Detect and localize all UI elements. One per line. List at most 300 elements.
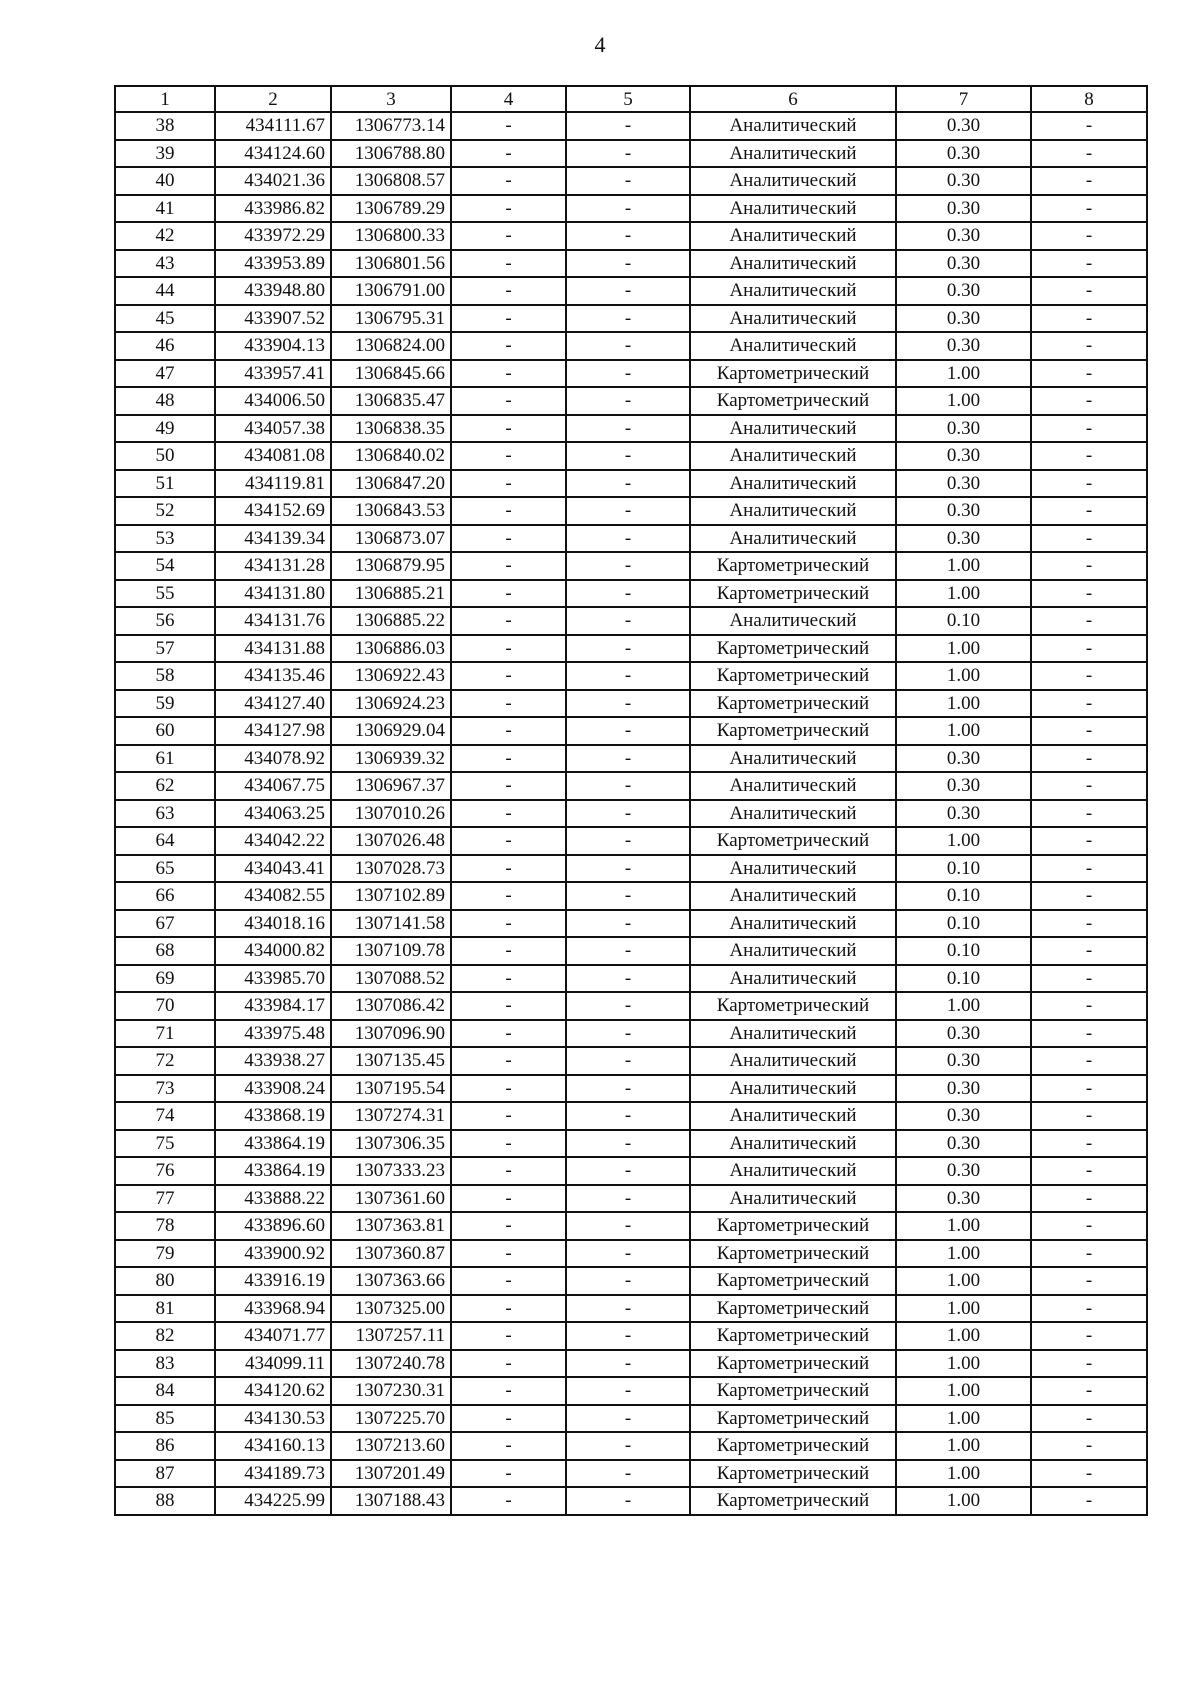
x-coordinate-cell: 434000.82 [215, 937, 331, 965]
table-row [115, 1267, 1147, 1295]
table-row [115, 772, 1147, 800]
method-cell: Аналитический [690, 965, 896, 993]
x-coordinate-cell: 433985.70 [215, 965, 331, 993]
y-coordinate-cell: 1307188.43 [331, 1487, 451, 1515]
col-5-value-cell: - [566, 1185, 690, 1213]
x-coordinate-cell: 434130.53 [215, 1405, 331, 1433]
col-4-value-cell: - [451, 1240, 566, 1268]
col-8-value-cell: - [1031, 855, 1147, 883]
col-8-value-cell: - [1031, 800, 1147, 828]
col-4-value-cell: - [451, 525, 566, 553]
point-number-cell: 70 [115, 992, 215, 1020]
method-cell: Аналитический [690, 1102, 896, 1130]
table-header [115, 86, 1147, 112]
y-coordinate-cell: 1307333.23 [331, 1157, 451, 1185]
col-8-value-cell: - [1031, 222, 1147, 250]
table-row [115, 250, 1147, 278]
col-4-value-cell: - [451, 717, 566, 745]
y-coordinate-cell: 1307088.52 [331, 965, 451, 993]
col-4-value-cell: - [451, 1405, 566, 1433]
x-coordinate-cell: 433957.41 [215, 360, 331, 388]
x-coordinate-cell: 434042.22 [215, 827, 331, 855]
accuracy-cell: 0.30 [896, 525, 1031, 553]
col-8-value-cell: - [1031, 745, 1147, 773]
table-row [115, 277, 1147, 305]
point-number-cell: 50 [115, 442, 215, 470]
accuracy-cell: 1.00 [896, 992, 1031, 1020]
y-coordinate-cell: 1306791.00 [331, 277, 451, 305]
y-coordinate-cell: 1306843.53 [331, 497, 451, 525]
method-cell: Аналитический [690, 112, 896, 140]
x-coordinate-cell: 434111.67 [215, 112, 331, 140]
col-4-value-cell: - [451, 1102, 566, 1130]
point-number-cell: 54 [115, 552, 215, 580]
table-row [115, 1432, 1147, 1460]
col-8-value-cell: - [1031, 250, 1147, 278]
col-8-value-cell: - [1031, 992, 1147, 1020]
table-row [115, 1295, 1147, 1323]
accuracy-cell: 0.30 [896, 745, 1031, 773]
method-cell: Картометрический [690, 1322, 896, 1350]
table-row [115, 470, 1147, 498]
y-coordinate-cell: 1307363.66 [331, 1267, 451, 1295]
method-cell: Картометрический [690, 387, 896, 415]
y-coordinate-cell: 1307361.60 [331, 1185, 451, 1213]
col-4-value-cell: - [451, 1075, 566, 1103]
method-cell: Аналитический [690, 415, 896, 443]
col-8-value-cell: - [1031, 195, 1147, 223]
y-coordinate-cell: 1306873.07 [331, 525, 451, 553]
x-coordinate-cell: 434131.28 [215, 552, 331, 580]
point-number-cell: 42 [115, 222, 215, 250]
col-5-value-cell: - [566, 1020, 690, 1048]
point-number-cell: 81 [115, 1295, 215, 1323]
accuracy-cell: 1.00 [896, 1487, 1031, 1515]
col-4-value-cell: - [451, 937, 566, 965]
point-number-cell: 59 [115, 690, 215, 718]
col-4-value-cell: - [451, 1487, 566, 1515]
column-header-7: 7 [896, 86, 1031, 112]
col-4-value-cell: - [451, 992, 566, 1020]
y-coordinate-cell: 1306835.47 [331, 387, 451, 415]
x-coordinate-cell: 434131.88 [215, 635, 331, 663]
point-number-cell: 45 [115, 305, 215, 333]
y-coordinate-cell: 1307135.45 [331, 1047, 451, 1075]
accuracy-cell: 1.00 [896, 1377, 1031, 1405]
x-coordinate-cell: 434139.34 [215, 525, 331, 553]
col-5-value-cell: - [566, 1295, 690, 1323]
col-4-value-cell: - [451, 305, 566, 333]
column-header-4: 4 [451, 86, 566, 112]
point-number-cell: 73 [115, 1075, 215, 1103]
point-number-cell: 86 [115, 1432, 215, 1460]
method-cell: Аналитический [690, 222, 896, 250]
table-row [115, 112, 1147, 140]
table-row [115, 1240, 1147, 1268]
point-number-cell: 85 [115, 1405, 215, 1433]
x-coordinate-cell: 434189.73 [215, 1460, 331, 1488]
point-number-cell: 63 [115, 800, 215, 828]
column-header-8: 8 [1031, 86, 1147, 112]
method-cell: Аналитический [690, 937, 896, 965]
accuracy-cell: 0.30 [896, 112, 1031, 140]
accuracy-cell: 1.00 [896, 1460, 1031, 1488]
page-number: 4 [594, 32, 606, 57]
method-cell: Аналитический [690, 1157, 896, 1185]
table-row [115, 1377, 1147, 1405]
column-header-3: 3 [331, 86, 451, 112]
x-coordinate-cell: 434082.55 [215, 882, 331, 910]
table-row [115, 332, 1147, 360]
col-8-value-cell: - [1031, 1432, 1147, 1460]
y-coordinate-cell: 1307201.49 [331, 1460, 451, 1488]
col-8-value-cell: - [1031, 635, 1147, 663]
x-coordinate-cell: 434043.41 [215, 855, 331, 883]
y-coordinate-cell: 1307026.48 [331, 827, 451, 855]
col-5-value-cell: - [566, 387, 690, 415]
point-number-cell: 88 [115, 1487, 215, 1515]
table-row [115, 1405, 1147, 1433]
col-8-value-cell: - [1031, 1405, 1147, 1433]
point-number-cell: 47 [115, 360, 215, 388]
table-row [115, 690, 1147, 718]
col-8-value-cell: - [1031, 277, 1147, 305]
col-8-value-cell: - [1031, 1020, 1147, 1048]
col-5-value-cell: - [566, 1102, 690, 1130]
accuracy-cell: 0.30 [896, 1102, 1031, 1130]
col-4-value-cell: - [451, 167, 566, 195]
accuracy-cell: 0.30 [896, 332, 1031, 360]
col-5-value-cell: - [566, 772, 690, 800]
x-coordinate-cell: 434078.92 [215, 745, 331, 773]
point-number-cell: 51 [115, 470, 215, 498]
table-row [115, 910, 1147, 938]
accuracy-cell: 1.00 [896, 387, 1031, 415]
table-row [115, 855, 1147, 883]
x-coordinate-cell: 433948.80 [215, 277, 331, 305]
point-number-cell: 78 [115, 1212, 215, 1240]
col-4-value-cell: - [451, 827, 566, 855]
table-row [115, 965, 1147, 993]
col-5-value-cell: - [566, 882, 690, 910]
col-5-value-cell: - [566, 827, 690, 855]
column-header-6: 6 [690, 86, 896, 112]
x-coordinate-cell: 433953.89 [215, 250, 331, 278]
y-coordinate-cell: 1307086.42 [331, 992, 451, 1020]
x-coordinate-cell: 433938.27 [215, 1047, 331, 1075]
y-coordinate-cell: 1307257.11 [331, 1322, 451, 1350]
col-8-value-cell: - [1031, 415, 1147, 443]
table-row [115, 1047, 1147, 1075]
col-5-value-cell: - [566, 937, 690, 965]
accuracy-cell: 1.00 [896, 1240, 1031, 1268]
y-coordinate-cell: 1306795.31 [331, 305, 451, 333]
col-5-value-cell: - [566, 1130, 690, 1158]
accuracy-cell: 0.10 [896, 882, 1031, 910]
point-number-cell: 76 [115, 1157, 215, 1185]
x-coordinate-cell: 433907.52 [215, 305, 331, 333]
col-4-value-cell: - [451, 1267, 566, 1295]
col-4-value-cell: - [451, 1212, 566, 1240]
method-cell: Аналитический [690, 1185, 896, 1213]
y-coordinate-cell: 1307102.89 [331, 882, 451, 910]
point-number-cell: 53 [115, 525, 215, 553]
col-4-value-cell: - [451, 277, 566, 305]
x-coordinate-cell: 433972.29 [215, 222, 331, 250]
table-row [115, 360, 1147, 388]
x-coordinate-cell: 434099.11 [215, 1350, 331, 1378]
col-5-value-cell: - [566, 1075, 690, 1103]
col-4-value-cell: - [451, 1130, 566, 1158]
point-number-cell: 43 [115, 250, 215, 278]
method-cell: Аналитический [690, 250, 896, 278]
point-number-cell: 84 [115, 1377, 215, 1405]
accuracy-cell: 0.30 [896, 140, 1031, 168]
col-8-value-cell: - [1031, 442, 1147, 470]
y-coordinate-cell: 1306824.00 [331, 332, 451, 360]
accuracy-cell: 0.10 [896, 910, 1031, 938]
accuracy-cell: 0.30 [896, 305, 1031, 333]
y-coordinate-cell: 1307195.54 [331, 1075, 451, 1103]
y-coordinate-cell: 1307225.70 [331, 1405, 451, 1433]
method-cell: Картометрический [690, 552, 896, 580]
table-row [115, 1020, 1147, 1048]
col-4-value-cell: - [451, 552, 566, 580]
col-5-value-cell: - [566, 552, 690, 580]
x-coordinate-cell: 434018.16 [215, 910, 331, 938]
table-row [115, 882, 1147, 910]
x-coordinate-cell: 433868.19 [215, 1102, 331, 1130]
col-5-value-cell: - [566, 800, 690, 828]
y-coordinate-cell: 1306845.66 [331, 360, 451, 388]
table-row [115, 1157, 1147, 1185]
x-coordinate-cell: 433900.92 [215, 1240, 331, 1268]
x-coordinate-cell: 434160.13 [215, 1432, 331, 1460]
y-coordinate-cell: 1306838.35 [331, 415, 451, 443]
accuracy-cell: 0.30 [896, 250, 1031, 278]
accuracy-cell: 0.30 [896, 1157, 1031, 1185]
method-cell: Аналитический [690, 332, 896, 360]
accuracy-cell: 0.30 [896, 1185, 1031, 1213]
table-row [115, 1350, 1147, 1378]
table-row [115, 1102, 1147, 1130]
accuracy-cell: 0.10 [896, 937, 1031, 965]
method-cell: Картометрический [690, 1460, 896, 1488]
col-5-value-cell: - [566, 525, 690, 553]
col-4-value-cell: - [451, 882, 566, 910]
table-row [115, 580, 1147, 608]
col-4-value-cell: - [451, 222, 566, 250]
col-8-value-cell: - [1031, 827, 1147, 855]
y-coordinate-cell: 1306924.23 [331, 690, 451, 718]
table-row [115, 497, 1147, 525]
col-8-value-cell: - [1031, 305, 1147, 333]
accuracy-cell: 0.10 [896, 855, 1031, 883]
column-header-1: 1 [115, 86, 215, 112]
col-4-value-cell: - [451, 1377, 566, 1405]
point-number-cell: 62 [115, 772, 215, 800]
col-4-value-cell: - [451, 360, 566, 388]
point-number-cell: 48 [115, 387, 215, 415]
col-8-value-cell: - [1031, 1185, 1147, 1213]
x-coordinate-cell: 433904.13 [215, 332, 331, 360]
table-row [115, 745, 1147, 773]
header-row [115, 86, 1147, 112]
x-coordinate-cell: 434127.40 [215, 690, 331, 718]
y-coordinate-cell: 1307360.87 [331, 1240, 451, 1268]
table-row [115, 1130, 1147, 1158]
method-cell: Аналитический [690, 525, 896, 553]
method-cell: Аналитический [690, 1047, 896, 1075]
col-5-value-cell: - [566, 1432, 690, 1460]
x-coordinate-cell: 433916.19 [215, 1267, 331, 1295]
col-5-value-cell: - [566, 1267, 690, 1295]
col-4-value-cell: - [451, 1295, 566, 1323]
accuracy-cell: 1.00 [896, 1267, 1031, 1295]
accuracy-cell: 0.30 [896, 800, 1031, 828]
point-number-cell: 80 [115, 1267, 215, 1295]
method-cell: Аналитический [690, 1130, 896, 1158]
col-4-value-cell: - [451, 112, 566, 140]
col-8-value-cell: - [1031, 552, 1147, 580]
col-5-value-cell: - [566, 1047, 690, 1075]
method-cell: Картометрический [690, 1487, 896, 1515]
point-number-cell: 49 [115, 415, 215, 443]
x-coordinate-cell: 434057.38 [215, 415, 331, 443]
col-4-value-cell: - [451, 1460, 566, 1488]
table-row [115, 195, 1147, 223]
point-number-cell: 40 [115, 167, 215, 195]
table-row [115, 1075, 1147, 1103]
method-cell: Аналитический [690, 442, 896, 470]
col-8-value-cell: - [1031, 497, 1147, 525]
accuracy-cell: 0.10 [896, 965, 1031, 993]
table-row [115, 607, 1147, 635]
method-cell: Аналитический [690, 882, 896, 910]
col-8-value-cell: - [1031, 1377, 1147, 1405]
method-cell: Картометрический [690, 690, 896, 718]
x-coordinate-cell: 434071.77 [215, 1322, 331, 1350]
col-8-value-cell: - [1031, 470, 1147, 498]
method-cell: Аналитический [690, 1075, 896, 1103]
point-number-cell: 75 [115, 1130, 215, 1158]
x-coordinate-cell: 434152.69 [215, 497, 331, 525]
col-4-value-cell: - [451, 1432, 566, 1460]
method-cell: Аналитический [690, 470, 896, 498]
col-8-value-cell: - [1031, 690, 1147, 718]
y-coordinate-cell: 1306801.56 [331, 250, 451, 278]
method-cell: Картометрический [690, 1405, 896, 1433]
y-coordinate-cell: 1307028.73 [331, 855, 451, 883]
x-coordinate-cell: 433908.24 [215, 1075, 331, 1103]
col-8-value-cell: - [1031, 332, 1147, 360]
method-cell: Картометрический [690, 1240, 896, 1268]
x-coordinate-cell: 434063.25 [215, 800, 331, 828]
table-row [115, 167, 1147, 195]
y-coordinate-cell: 1307141.58 [331, 910, 451, 938]
method-cell: Картометрический [690, 827, 896, 855]
col-8-value-cell: - [1031, 607, 1147, 635]
col-5-value-cell: - [566, 222, 690, 250]
col-4-value-cell: - [451, 690, 566, 718]
y-coordinate-cell: 1306886.03 [331, 635, 451, 663]
col-8-value-cell: - [1031, 910, 1147, 938]
x-coordinate-cell: 433986.82 [215, 195, 331, 223]
accuracy-cell: 0.30 [896, 497, 1031, 525]
point-number-cell: 60 [115, 717, 215, 745]
accuracy-cell: 1.00 [896, 1405, 1031, 1433]
table-row [115, 1487, 1147, 1515]
col-5-value-cell: - [566, 1240, 690, 1268]
col-5-value-cell: - [566, 580, 690, 608]
col-4-value-cell: - [451, 140, 566, 168]
table-row [115, 1212, 1147, 1240]
col-5-value-cell: - [566, 305, 690, 333]
col-5-value-cell: - [566, 910, 690, 938]
table-row [115, 1460, 1147, 1488]
col-8-value-cell: - [1031, 1295, 1147, 1323]
col-5-value-cell: - [566, 855, 690, 883]
col-8-value-cell: - [1031, 167, 1147, 195]
method-cell: Картометрический [690, 1267, 896, 1295]
y-coordinate-cell: 1306929.04 [331, 717, 451, 745]
accuracy-cell: 0.30 [896, 167, 1031, 195]
method-cell: Аналитический [690, 140, 896, 168]
col-4-value-cell: - [451, 965, 566, 993]
y-coordinate-cell: 1306847.20 [331, 470, 451, 498]
accuracy-cell: 1.00 [896, 690, 1031, 718]
accuracy-cell: 1.00 [896, 827, 1031, 855]
column-header-2: 2 [215, 86, 331, 112]
point-number-cell: 64 [115, 827, 215, 855]
col-5-value-cell: - [566, 635, 690, 663]
x-coordinate-cell: 433984.17 [215, 992, 331, 1020]
col-5-value-cell: - [566, 250, 690, 278]
col-4-value-cell: - [451, 607, 566, 635]
col-8-value-cell: - [1031, 1102, 1147, 1130]
col-5-value-cell: - [566, 1212, 690, 1240]
col-4-value-cell: - [451, 442, 566, 470]
col-8-value-cell: - [1031, 1460, 1147, 1488]
point-number-cell: 82 [115, 1322, 215, 1350]
col-5-value-cell: - [566, 1377, 690, 1405]
table-row [115, 442, 1147, 470]
col-5-value-cell: - [566, 662, 690, 690]
col-8-value-cell: - [1031, 1130, 1147, 1158]
col-5-value-cell: - [566, 1157, 690, 1185]
col-5-value-cell: - [566, 690, 690, 718]
col-5-value-cell: - [566, 497, 690, 525]
col-4-value-cell: - [451, 855, 566, 883]
point-number-cell: 72 [115, 1047, 215, 1075]
col-5-value-cell: - [566, 277, 690, 305]
table-row [115, 827, 1147, 855]
x-coordinate-cell: 434119.81 [215, 470, 331, 498]
y-coordinate-cell: 1306885.22 [331, 607, 451, 635]
point-number-cell: 52 [115, 497, 215, 525]
x-coordinate-cell: 433975.48 [215, 1020, 331, 1048]
col-4-value-cell: - [451, 195, 566, 223]
col-5-value-cell: - [566, 332, 690, 360]
y-coordinate-cell: 1307096.90 [331, 1020, 451, 1048]
x-coordinate-cell: 433896.60 [215, 1212, 331, 1240]
col-8-value-cell: - [1031, 1322, 1147, 1350]
method-cell: Аналитический [690, 305, 896, 333]
col-4-value-cell: - [451, 662, 566, 690]
accuracy-cell: 0.30 [896, 442, 1031, 470]
col-4-value-cell: - [451, 1157, 566, 1185]
col-4-value-cell: - [451, 1185, 566, 1213]
